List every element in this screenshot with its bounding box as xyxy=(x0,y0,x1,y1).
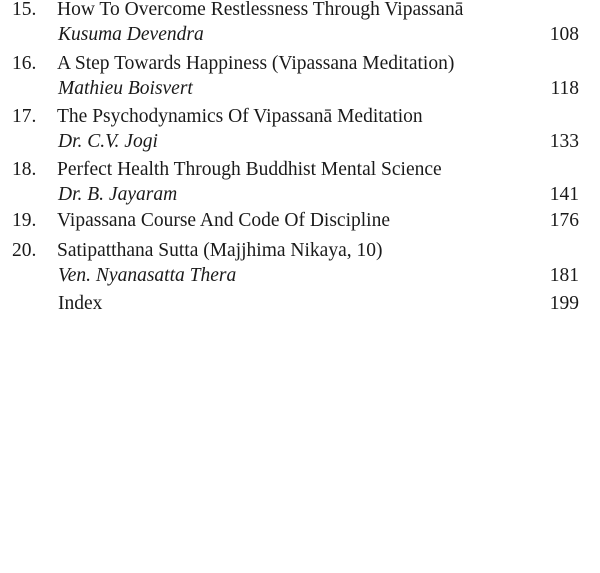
entry-page-number: 108 xyxy=(549,24,579,45)
toc-entry-author-line xyxy=(0,263,600,289)
toc-entry-title-line xyxy=(0,0,600,23)
toc-entry-title-line xyxy=(0,51,600,77)
toc-entry-author-line xyxy=(0,129,600,155)
entry-number: 16. xyxy=(12,53,37,74)
entry-title: The Psychodynamics Of Vipassanā Meditation xyxy=(57,106,423,127)
toc-entry-title-line xyxy=(0,208,600,234)
entry-title: A Step Towards Happiness (Vipassana Meditation) xyxy=(57,53,455,74)
toc-entry-author-line xyxy=(0,76,600,102)
entry-author: Kusuma Devendra xyxy=(58,24,204,45)
index-label: Index xyxy=(58,293,103,314)
entry-page-number: 176 xyxy=(549,210,579,231)
entry-author: Mathieu Boisvert xyxy=(58,78,193,99)
entry-author: Dr. B. Jayaram xyxy=(58,184,178,205)
toc-entry-author-line xyxy=(0,22,600,48)
entry-page-number: 133 xyxy=(549,131,579,152)
entry-title: Perfect Health Through Buddhist Mental Science xyxy=(57,159,442,180)
entry-title: How To Overcome Restlessness Through Vipassanā xyxy=(57,0,464,20)
toc-entry-author-line xyxy=(0,182,600,208)
entry-number: 20. xyxy=(12,240,37,261)
entry-number: 18. xyxy=(12,159,37,180)
toc-entry-title-line xyxy=(0,157,600,183)
toc-entry-title-line xyxy=(0,238,600,264)
entry-title: Satipatthana Sutta (Majjhima Nikaya, 10) xyxy=(57,240,383,261)
toc-entry-title-line xyxy=(0,104,600,130)
entry-number: 19. xyxy=(12,210,37,231)
entry-number: 15. xyxy=(12,0,37,20)
entry-page-number: 118 xyxy=(550,78,579,99)
entry-page-number: 141 xyxy=(549,184,579,205)
entry-author: Dr. C.V. Jogi xyxy=(58,131,158,152)
entry-title: Vipassana Course And Code Of Discipline xyxy=(57,210,390,231)
entry-page-number: 181 xyxy=(549,265,579,286)
index-page-number: 199 xyxy=(549,293,579,314)
toc-index-line xyxy=(0,291,600,317)
entry-author: Ven. Nyanasatta Thera xyxy=(58,265,237,286)
entry-number: 17. xyxy=(12,106,37,127)
